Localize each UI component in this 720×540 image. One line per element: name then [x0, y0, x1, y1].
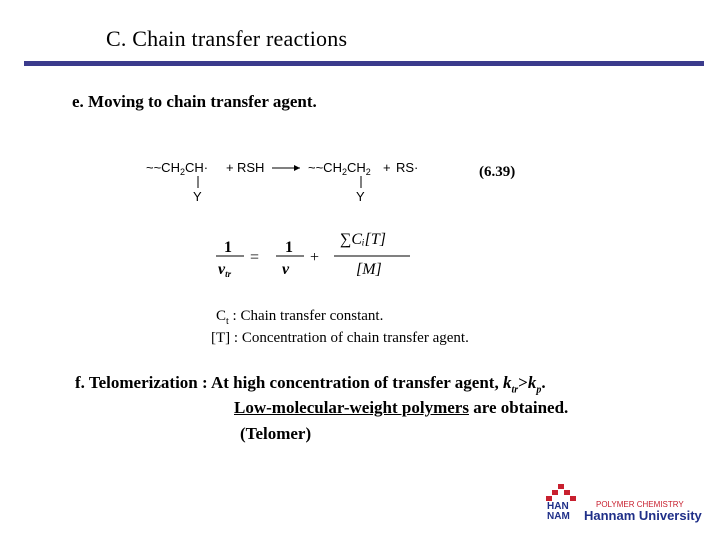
- rhs-numerator: 1: [285, 239, 293, 256]
- equals-sign: =: [250, 249, 260, 266]
- equation-number: (6.39): [479, 164, 516, 180]
- telomer-label: (Telomer): [240, 424, 312, 443]
- footer-tagline: POLYMER CHEMISTRY: [596, 500, 684, 509]
- rhs-denominator: ν: [282, 261, 290, 278]
- reaction-scheme: [140, 150, 440, 210]
- title-divider: [24, 61, 704, 66]
- sum-denominator: [M]: [356, 261, 382, 278]
- section-e-heading: e. Moving to chain transfer agent.: [72, 92, 317, 111]
- mayo-equation: [210, 222, 430, 288]
- plus-sign-1: +: [226, 160, 234, 175]
- note-concentration: [T] : Concentration of chain transfer agent.: [211, 330, 469, 346]
- logo-text: HAN NAM: [547, 501, 570, 522]
- lhs-denominator: νtr: [218, 261, 232, 279]
- transfer-agent: RSH: [237, 160, 265, 175]
- section-f-heading: f. Telomerization : At high concentration of transfer agent, $k_{tr}>k_p$.: [75, 373, 546, 396]
- arrow-head-icon: [294, 165, 300, 171]
- product-substituent: Y: [356, 189, 365, 204]
- sum-numerator: ∑Cᵢ[T]: [340, 231, 386, 248]
- slide-title: C. Chain transfer reactions: [106, 26, 348, 51]
- reactant-substituent: Y: [193, 189, 202, 204]
- plus-sign-2: +: [383, 160, 391, 175]
- university-name: Hannam University: [584, 508, 702, 523]
- lhs-numerator: 1: [224, 239, 232, 256]
- telomer-description: Low-molecular-weight polymers are obtained.: [234, 398, 569, 417]
- plus-sign: +: [310, 249, 320, 266]
- reaction-product: $\sim\sim CH_2CH_2$: [308, 160, 371, 177]
- reactant-radical: $\sim\sim CH_2CH\cdot$: [146, 160, 209, 177]
- product-radical: RS·: [396, 160, 419, 175]
- note-chain-transfer-constant: $C_t$ : Chain transfer constant.: [216, 308, 384, 327]
